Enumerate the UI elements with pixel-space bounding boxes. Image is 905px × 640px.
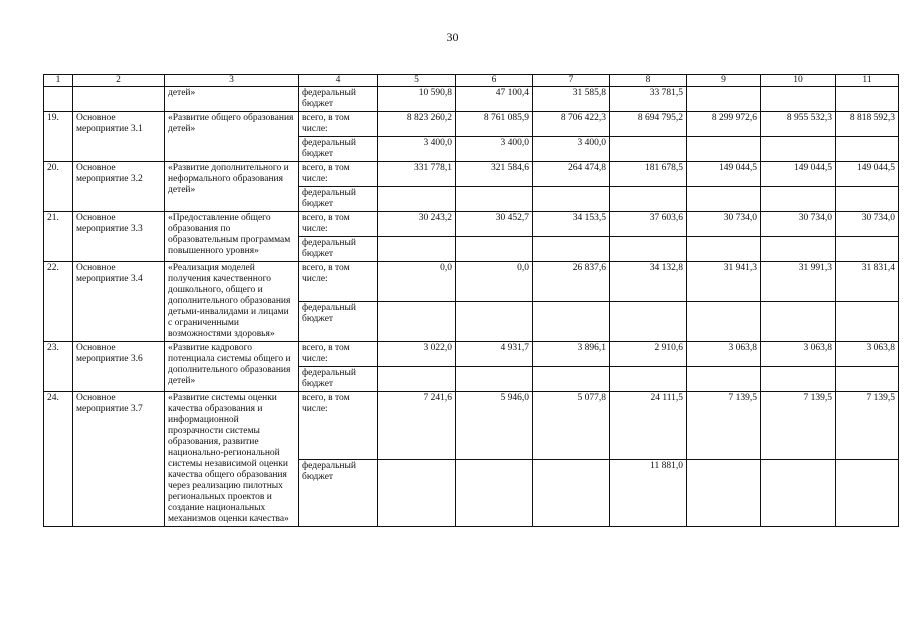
- total-value-cell: 30 243,2: [378, 212, 456, 237]
- federal-value-cell: [610, 237, 687, 262]
- column-header: 2: [73, 75, 165, 87]
- total-value-cell: 0,0: [378, 262, 456, 302]
- value-cell: 10 590,8: [378, 87, 456, 112]
- value-cell: 47 100,4: [456, 87, 533, 112]
- header-row: [44, 75, 899, 87]
- federal-value-cell: [378, 367, 456, 392]
- table-row: [44, 262, 899, 302]
- total-value-cell: 8 823 260,2: [378, 112, 456, 137]
- column-header: 5: [378, 75, 456, 87]
- table-row: [44, 162, 899, 187]
- table-row: [44, 392, 899, 460]
- event-name-cell: «Развитие дополнительного и неформального образования детей»: [165, 162, 299, 212]
- federal-value-cell: [761, 187, 836, 212]
- total-value-cell: 24 111,5: [610, 392, 687, 460]
- source-cell: федеральный бюджет: [299, 87, 378, 112]
- federal-value-cell: [687, 237, 761, 262]
- column-header: 1: [44, 75, 73, 87]
- federal-value-cell: [836, 137, 899, 162]
- federal-value-cell: [687, 459, 761, 527]
- source-total-cell: всего, в том числе:: [299, 342, 378, 367]
- source-federal-cell: федеральный бюджет: [299, 459, 378, 527]
- value-cell: 33 781,5: [610, 87, 687, 112]
- federal-value-cell: [610, 302, 687, 342]
- federal-value-cell: 3 400,0: [533, 137, 610, 162]
- event-name-cell: «Предоставление общего образования по образовательным программам повышенного уровня»: [165, 212, 299, 262]
- total-value-cell: 149 044,5: [836, 162, 899, 187]
- source-total-cell: всего, в том числе:: [299, 212, 378, 237]
- event-name-cell: «Развитие кадрового потенциала системы общего и дополнительного образования детей»: [165, 342, 299, 392]
- source-federal-cell: федеральный бюджет: [299, 367, 378, 392]
- column-header: 6: [456, 75, 533, 87]
- federal-value-cell: [533, 237, 610, 262]
- total-value-cell: 34 132,8: [610, 262, 687, 302]
- total-value-cell: 7 241,6: [378, 392, 456, 460]
- column-header: 8: [610, 75, 687, 87]
- event-cell: Основное мероприятие 3.1: [73, 112, 165, 162]
- total-value-cell: 149 044,5: [687, 162, 761, 187]
- source-total-cell: всего, в том числе:: [299, 262, 378, 302]
- source-total-cell: всего, в том числе:: [299, 112, 378, 137]
- federal-value-cell: [761, 237, 836, 262]
- row-number-cell: 21.: [44, 212, 73, 262]
- total-value-cell: 31 941,3: [687, 262, 761, 302]
- source-federal-cell: федеральный бюджет: [299, 237, 378, 262]
- row-number-cell: 22.: [44, 262, 73, 342]
- event-name-cell: «Реализация моделей получения качественного дошкольного, общего и дополнительного образования детьми-инвалидами и лицами с ограниченными возможностями здоровья»: [165, 262, 299, 342]
- federal-value-cell: 3 400,0: [378, 137, 456, 162]
- total-value-cell: 26 837,6: [533, 262, 610, 302]
- federal-value-cell: [378, 459, 456, 527]
- total-value-cell: 30 734,0: [761, 212, 836, 237]
- column-header: 11: [836, 75, 899, 87]
- event-cell: Основное мероприятие 3.3: [73, 212, 165, 262]
- total-value-cell: 3 063,8: [836, 342, 899, 367]
- federal-value-cell: [687, 187, 761, 212]
- federal-value-cell: [836, 302, 899, 342]
- row-number-cell: 23.: [44, 342, 73, 392]
- source-federal-cell: федеральный бюджет: [299, 137, 378, 162]
- total-value-cell: 264 474,8: [533, 162, 610, 187]
- federal-value-cell: [761, 137, 836, 162]
- page-number: 30: [446, 30, 459, 44]
- total-value-cell: 4 931,7: [456, 342, 533, 367]
- federal-value-cell: [533, 187, 610, 212]
- federal-value-cell: [761, 367, 836, 392]
- event-name-cell: «Развитие системы оценки качества образования и информационной прозрачности системы образования, развитие национально-региональной системы независимой оценки качества общего образования через реализацию пилотных региональных проектов и создание национальных механизмов оценки качества»: [165, 392, 299, 527]
- federal-value-cell: [456, 459, 533, 527]
- total-value-cell: 181 678,5: [610, 162, 687, 187]
- value-cell: [761, 87, 836, 112]
- table-body: [44, 75, 899, 527]
- federal-value-cell: [378, 187, 456, 212]
- total-value-cell: 30 734,0: [687, 212, 761, 237]
- federal-value-cell: [836, 459, 899, 527]
- event-name-cell: «Развитие общего образования детей»: [165, 112, 299, 162]
- table-row: [44, 212, 899, 237]
- column-header: 4: [299, 75, 378, 87]
- federal-value-cell: [610, 367, 687, 392]
- federal-value-cell: [761, 302, 836, 342]
- federal-value-cell: [687, 302, 761, 342]
- total-value-cell: 8 706 422,3: [533, 112, 610, 137]
- event-cell: Основное мероприятие 3.6: [73, 342, 165, 392]
- total-value-cell: 331 778,1: [378, 162, 456, 187]
- federal-value-cell: [836, 187, 899, 212]
- federal-value-cell: [836, 367, 899, 392]
- total-value-cell: 0,0: [456, 262, 533, 302]
- total-value-cell: 34 153,5: [533, 212, 610, 237]
- continuation-row: [44, 87, 899, 112]
- total-value-cell: 37 603,6: [610, 212, 687, 237]
- total-value-cell: 3 896,1: [533, 342, 610, 367]
- federal-value-cell: [456, 187, 533, 212]
- total-value-cell: 3 063,8: [687, 342, 761, 367]
- row-number-cell: 24.: [44, 392, 73, 527]
- total-value-cell: 321 584,6: [456, 162, 533, 187]
- federal-value-cell: [533, 459, 610, 527]
- total-value-cell: 3 022,0: [378, 342, 456, 367]
- row-number-cell: 19.: [44, 112, 73, 162]
- total-value-cell: 30 452,7: [456, 212, 533, 237]
- federal-value-cell: [456, 302, 533, 342]
- total-value-cell: 2 910,6: [610, 342, 687, 367]
- total-value-cell: 149 044,5: [761, 162, 836, 187]
- event-name-cell: детей»: [165, 87, 299, 112]
- column-header: 10: [761, 75, 836, 87]
- federal-value-cell: [610, 137, 687, 162]
- event-cell: Основное мероприятие 3.2: [73, 162, 165, 212]
- federal-value-cell: [456, 237, 533, 262]
- federal-value-cell: 3 400,0: [456, 137, 533, 162]
- federal-value-cell: [533, 367, 610, 392]
- row-number-cell: [44, 87, 73, 112]
- total-value-cell: 31 831,4: [836, 262, 899, 302]
- row-number-cell: 20.: [44, 162, 73, 212]
- budget-table: [43, 74, 899, 527]
- total-value-cell: 5 077,8: [533, 392, 610, 460]
- source-federal-cell: федеральный бюджет: [299, 302, 378, 342]
- total-value-cell: 31 991,3: [761, 262, 836, 302]
- total-value-cell: 7 139,5: [687, 392, 761, 460]
- total-value-cell: 8 818 592,3: [836, 112, 899, 137]
- event-cell: Основное мероприятие 3.4: [73, 262, 165, 342]
- federal-value-cell: [836, 237, 899, 262]
- event-cell: Основное мероприятие 3.7: [73, 392, 165, 527]
- source-federal-cell: федеральный бюджет: [299, 187, 378, 212]
- column-header: 7: [533, 75, 610, 87]
- total-value-cell: 3 063,8: [761, 342, 836, 367]
- federal-value-cell: [610, 187, 687, 212]
- total-value-cell: 8 955 532,3: [761, 112, 836, 137]
- total-value-cell: 8 761 085,9: [456, 112, 533, 137]
- total-value-cell: 7 139,5: [836, 392, 899, 460]
- federal-value-cell: [378, 302, 456, 342]
- total-value-cell: 8 694 795,2: [610, 112, 687, 137]
- federal-value-cell: [456, 367, 533, 392]
- federal-value-cell: 11 881,0: [610, 459, 687, 527]
- source-total-cell: всего, в том числе:: [299, 392, 378, 460]
- value-cell: [836, 87, 899, 112]
- federal-value-cell: [378, 237, 456, 262]
- event-cell: [73, 87, 165, 112]
- total-value-cell: 30 734,0: [836, 212, 899, 237]
- total-value-cell: 8 299 972,6: [687, 112, 761, 137]
- value-cell: 31 585,8: [533, 87, 610, 112]
- value-cell: [687, 87, 761, 112]
- federal-value-cell: [687, 137, 761, 162]
- column-header: 3: [165, 75, 299, 87]
- federal-value-cell: [761, 459, 836, 527]
- table-row: [44, 342, 899, 367]
- federal-value-cell: [687, 367, 761, 392]
- federal-value-cell: [533, 302, 610, 342]
- column-header: 9: [687, 75, 761, 87]
- table-row: [44, 112, 899, 137]
- total-value-cell: 5 946,0: [456, 392, 533, 460]
- source-total-cell: всего, в том числе:: [299, 162, 378, 187]
- total-value-cell: 7 139,5: [761, 392, 836, 460]
